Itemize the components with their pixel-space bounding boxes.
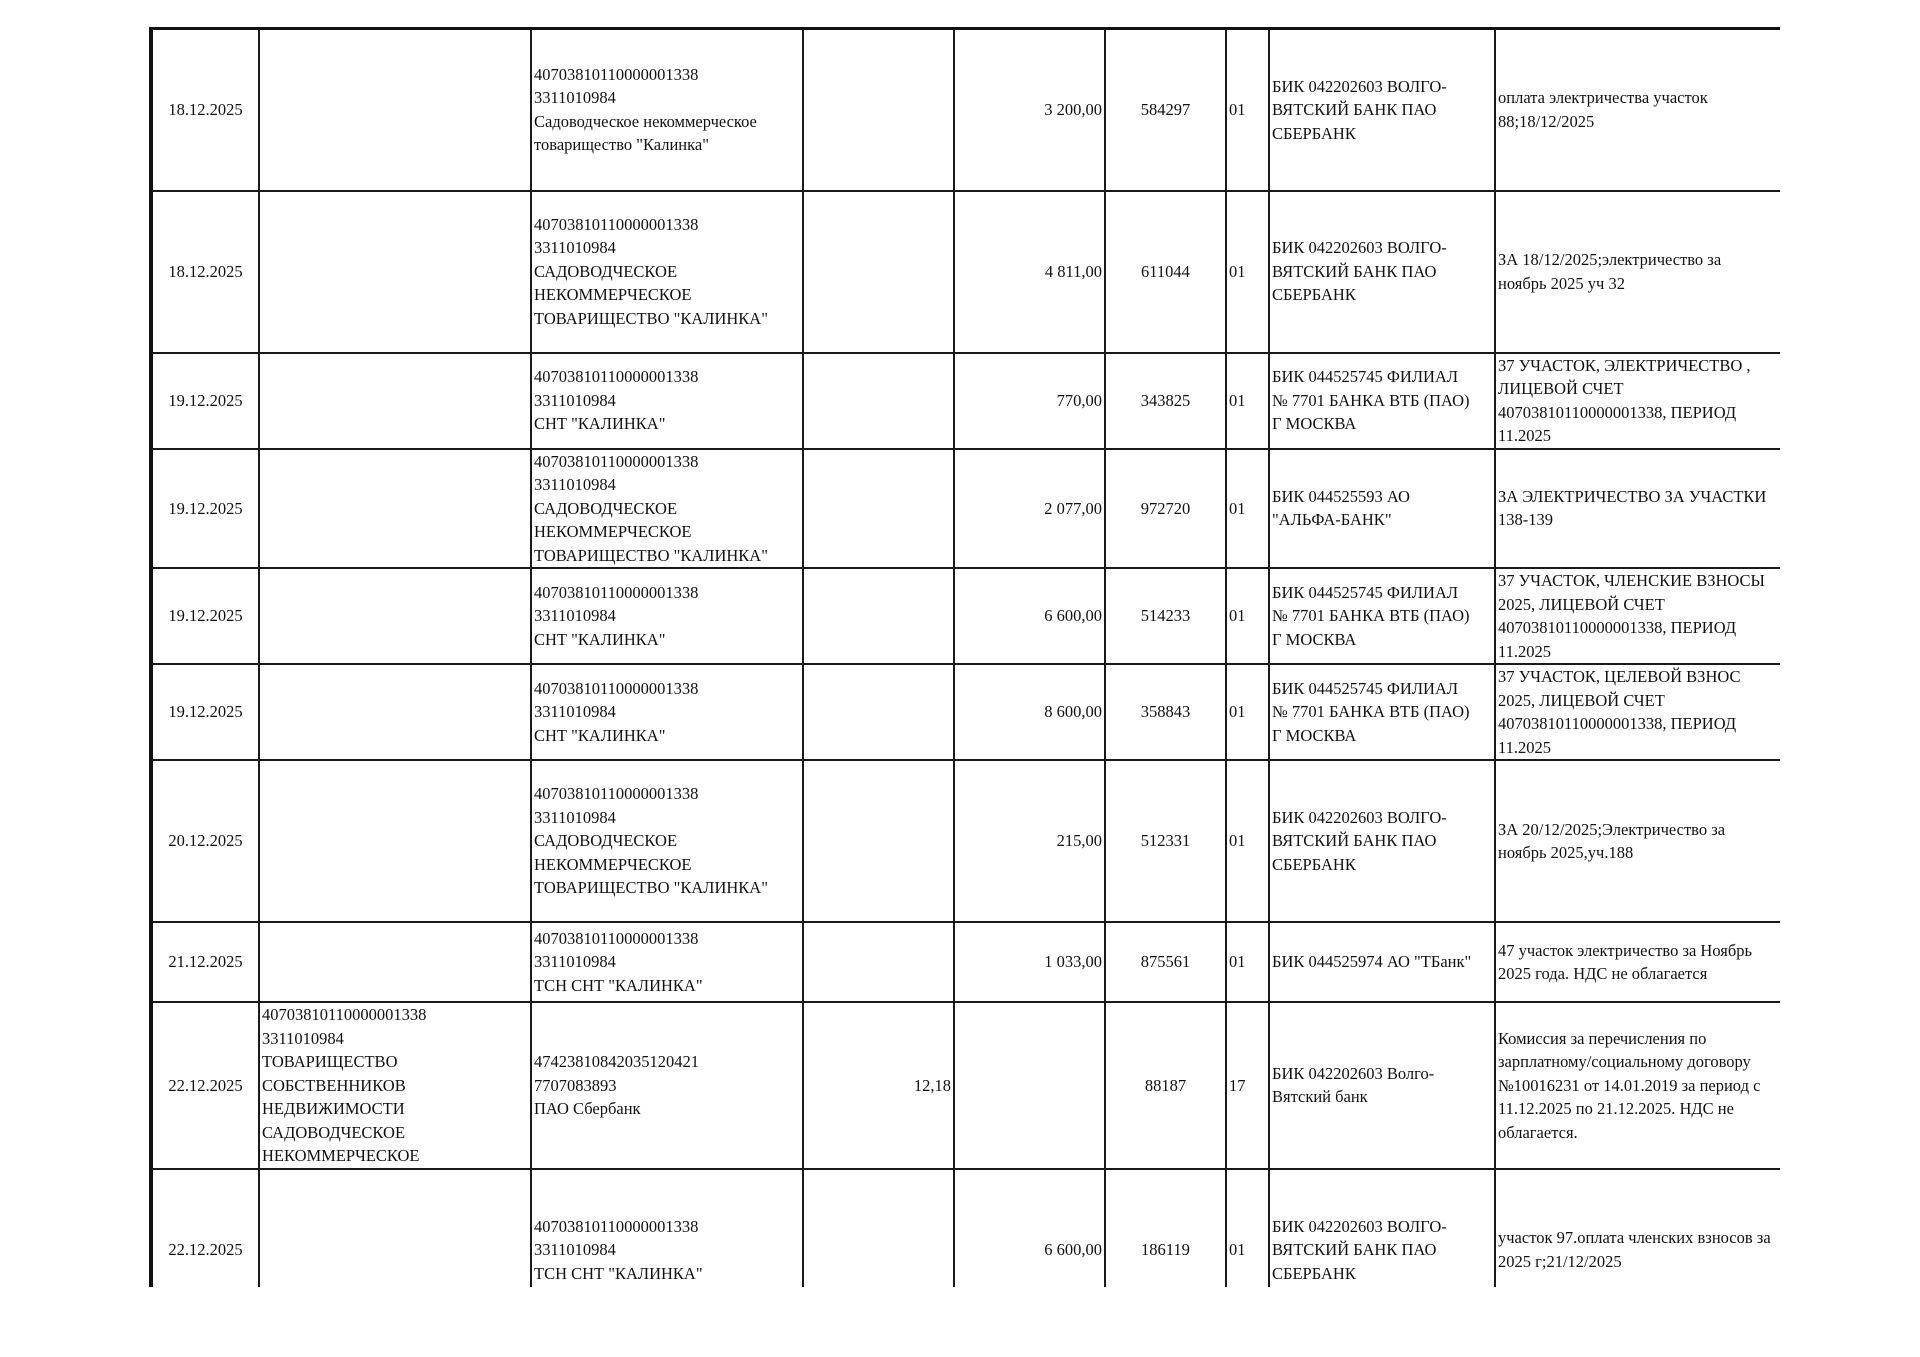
payment-purpose-cell <box>1495 191 1780 353</box>
bank-cell-line: БИК 044525593 АО <box>1272 486 1410 506</box>
payment-purpose-cell-line: 47 участок электричество за Ноябрь <box>1498 940 1753 960</box>
bank-cell-line: Г МОСКВА <box>1272 629 1357 649</box>
table-body <box>151 29 1780 1288</box>
payer-cell-line: ТОВАРИЩЕСТВО <box>262 1052 398 1071</box>
counterparty-cell-line: 3311010984 <box>534 1240 616 1259</box>
payment-purpose-cell-line: ЛИЦЕВОЙ СЧЕТ <box>1498 379 1624 398</box>
payer-cell-line: 40703810110000001338 <box>262 1005 427 1024</box>
payment-purpose-cell-line: ЗА 20/12/2025;Электричество за <box>1498 819 1726 839</box>
bank-cell <box>1269 1169 1495 1288</box>
payer-cell <box>259 29 531 191</box>
counterparty-cell-line: ТСН СНТ "КАЛИНКА" <box>534 975 703 995</box>
bank-cell-line: БИК 042202603 ВОЛГО- <box>1272 1216 1447 1236</box>
credit-amount-cell: 6 600,00 <box>954 1169 1105 1288</box>
debit-amount-cell <box>803 664 954 760</box>
bank-cell <box>1269 1002 1495 1169</box>
counterparty-cell-line: ТСН СНТ "КАЛИНКА" <box>534 1263 703 1283</box>
date-cell: 22.12.2025 <box>151 1169 259 1288</box>
payer-cell <box>259 353 531 449</box>
bank-cell-line: № 7701 БАНКА ВТБ (ПАО) <box>1272 606 1470 626</box>
payment-purpose-cell-line: оплата электричества участок <box>1498 88 1708 108</box>
table-row <box>151 922 1780 1002</box>
counterparty-cell <box>531 922 803 1002</box>
counterparty-cell-line: ТОВАРИЩЕСТВО "КАЛИНКА" <box>534 308 768 328</box>
counterparty-cell <box>531 568 803 664</box>
payment-purpose-cell-line: 40703810110000001338, ПЕРИОД <box>1498 714 1737 733</box>
table-row <box>151 1169 1780 1288</box>
document-number-cell: 611044 <box>1105 191 1226 353</box>
payer-cell-line: САДОВОДЧЕСКОЕ <box>262 1122 406 1142</box>
bank-cell <box>1269 922 1495 1002</box>
payer-cell <box>259 1169 531 1288</box>
payer-cell-line: СОБСТВЕННИКОВ <box>262 1075 406 1095</box>
counterparty-cell-line: 40703810110000001338 <box>534 678 699 698</box>
payment-purpose-cell-line: 2025, ЛИЦЕВОЙ СЧЕТ <box>1498 594 1665 614</box>
credit-amount-cell: 1 033,00 <box>954 922 1105 1002</box>
payment-purpose-cell-line: 11.2025 <box>1498 641 1552 661</box>
bank-cell-line: № 7701 БАНКА ВТБ (ПАО) <box>1272 390 1470 410</box>
document-number-cell: 514233 <box>1105 568 1226 664</box>
bank-cell-line: БИК 044525745 ФИЛИАЛ <box>1272 678 1459 698</box>
payment-purpose-cell-line: Комиссия за перечисления по <box>1498 1028 1707 1048</box>
bank-cell <box>1269 568 1495 664</box>
counterparty-cell-line: 3311010984 <box>534 390 616 410</box>
debit-amount-cell <box>803 760 954 922</box>
bank-cell-line: БИК 042202603 ВОЛГО- <box>1272 76 1447 96</box>
debit-amount-cell <box>803 29 954 191</box>
date-cell: 19.12.2025 <box>151 664 259 760</box>
counterparty-cell-line: 40703810110000001338 <box>534 367 699 387</box>
counterparty-cell-line: ТОВАРИЩЕСТВО "КАЛИНКА" <box>534 878 768 898</box>
debit-amount-cell <box>803 353 954 449</box>
payment-purpose-cell-line: 2025 года. НДС не облагается <box>1498 964 1708 983</box>
bank-cell-line: СБЕРБАНК <box>1272 1263 1356 1283</box>
counterparty-cell <box>531 449 803 569</box>
operation-code-cell: 01 <box>1226 1169 1269 1288</box>
credit-amount-cell: 6 600,00 <box>954 568 1105 664</box>
counterparty-cell <box>531 1169 803 1288</box>
date-cell: 18.12.2025 <box>151 29 259 191</box>
payment-purpose-cell-line: облагается. <box>1498 1122 1578 1142</box>
payment-purpose-cell <box>1495 29 1780 191</box>
payment-purpose-cell-line: ЗА 18/12/2025;электричество за <box>1498 250 1722 269</box>
counterparty-cell-line: 40703810110000001338 <box>534 214 699 234</box>
table-row <box>151 1002 1780 1169</box>
payment-purpose-cell-line: 40703810110000001338, ПЕРИОД <box>1498 618 1737 637</box>
document-number-cell: 186119 <box>1105 1169 1226 1288</box>
payment-purpose-cell-line: участок 97.оплата членских взносов за <box>1498 1228 1771 1248</box>
date-cell: 20.12.2025 <box>151 760 259 922</box>
bank-cell-line: ВЯТСКИЙ БАНК ПАО <box>1272 261 1437 281</box>
bank-cell-line: СБЕРБАНК <box>1272 854 1356 874</box>
counterparty-cell-line: 3311010984 <box>534 606 616 626</box>
payment-purpose-cell-line: 2025 г;21/12/2025 <box>1498 1251 1622 1271</box>
bank-cell-line: СБЕРБАНК <box>1272 123 1356 143</box>
payment-purpose-cell-line: 37 УЧАСТОК, ЭЛЕКТРИЧЕСТВО , <box>1498 355 1751 375</box>
debit-amount-cell <box>803 449 954 569</box>
counterparty-cell <box>531 664 803 760</box>
bank-cell-line: БИК 042202603 ВОЛГО- <box>1272 238 1447 258</box>
bank-cell-line: "АЛЬФА-БАНК" <box>1272 510 1392 530</box>
statement-table-viewport <box>149 27 1780 1287</box>
counterparty-cell-line: СНТ "КАЛИНКА" <box>534 414 666 434</box>
counterparty-cell-line: 40703810110000001338 <box>534 582 699 602</box>
payment-purpose-cell <box>1495 449 1780 569</box>
operation-code-cell: 01 <box>1226 29 1269 191</box>
document-number-cell: 343825 <box>1105 353 1226 449</box>
date-cell: 19.12.2025 <box>151 353 259 449</box>
bank-cell-line: ВЯТСКИЙ БАНК ПАО <box>1272 831 1437 851</box>
counterparty-cell <box>531 353 803 449</box>
payer-cell-line: НЕДВИЖИМОСТИ <box>262 1099 405 1118</box>
payment-purpose-cell-line: 40703810110000001338, ПЕРИОД <box>1498 402 1737 422</box>
payment-purpose-cell-line: 37 УЧАСТОК, ЧЛЕНСКИЕ ВЗНОСЫ <box>1498 571 1765 590</box>
bank-cell-line: БИК 044525745 ФИЛИАЛ <box>1272 582 1459 602</box>
payer-cell <box>259 191 531 353</box>
payer-cell <box>259 1002 531 1169</box>
counterparty-cell-line: НЕКОММЕРЧЕСКОЕ <box>534 285 692 305</box>
payment-purpose-cell-line: ЗА ЭЛЕКТРИЧЕСТВО ЗА УЧАСТКИ <box>1498 486 1767 506</box>
counterparty-cell-line: Садоводческое некоммерческое <box>534 111 757 131</box>
table-row <box>151 760 1780 922</box>
payment-purpose-cell-line: 11.2025 <box>1498 426 1552 445</box>
credit-amount-cell <box>954 1002 1105 1169</box>
bank-cell <box>1269 664 1495 760</box>
credit-amount-cell: 770,00 <box>954 353 1105 449</box>
counterparty-cell-line: 3311010984 <box>534 238 616 258</box>
operation-code-cell: 01 <box>1226 922 1269 1002</box>
bank-cell-line: № 7701 БАНКА ВТБ (ПАО) <box>1272 702 1470 722</box>
table-row <box>151 29 1780 191</box>
counterparty-cell-line: 40703810110000001338 <box>534 784 699 804</box>
operation-code-cell: 01 <box>1226 760 1269 922</box>
debit-amount-cell <box>803 922 954 1002</box>
operation-code-cell: 01 <box>1226 191 1269 353</box>
table-row <box>151 664 1780 760</box>
bank-statement-table <box>149 27 1780 1287</box>
operation-code-cell: 17 <box>1226 1002 1269 1169</box>
counterparty-cell-line: 47423810842035120421 <box>534 1052 699 1071</box>
credit-amount-cell: 4 811,00 <box>954 191 1105 353</box>
credit-amount-cell: 8 600,00 <box>954 664 1105 760</box>
payment-purpose-cell-line: 11.12.2025 по 21.12.2025. НДС не <box>1498 1099 1734 1118</box>
bank-cell-line: Вятский банк <box>1272 1087 1368 1107</box>
counterparty-cell-line: 40703810110000001338 <box>534 1216 699 1236</box>
bank-cell-line: СБЕРБАНК <box>1272 285 1356 305</box>
payment-purpose-cell <box>1495 922 1780 1002</box>
bank-cell <box>1269 760 1495 922</box>
payment-purpose-cell <box>1495 664 1780 760</box>
table-row <box>151 191 1780 353</box>
table-row <box>151 449 1780 569</box>
counterparty-cell-line: 40703810110000001338 <box>534 64 699 84</box>
date-cell: 19.12.2025 <box>151 568 259 664</box>
document-number-cell: 972720 <box>1105 449 1226 569</box>
counterparty-cell-line: 3311010984 <box>534 88 616 108</box>
credit-amount-cell: 3 200,00 <box>954 29 1105 191</box>
payment-purpose-cell <box>1495 353 1780 449</box>
date-cell: 21.12.2025 <box>151 922 259 1002</box>
bank-cell <box>1269 353 1495 449</box>
bank-cell-line: ВЯТСКИЙ БАНК ПАО <box>1272 100 1437 119</box>
counterparty-cell-line: 40703810110000001338 <box>534 928 699 948</box>
bank-cell <box>1269 449 1495 569</box>
counterparty-cell-line: 40703810110000001338 <box>534 451 699 471</box>
payment-purpose-cell <box>1495 760 1780 922</box>
counterparty-cell-line: 7707083893 <box>534 1075 617 1095</box>
payer-cell-line: НЕКОММЕРЧЕСКОЕ <box>262 1146 420 1165</box>
payment-purpose-cell-line: зарплатному/социальному договору <box>1498 1052 1751 1071</box>
payer-cell <box>259 922 531 1002</box>
bank-cell-line: ВЯТСКИЙ БАНК ПАО <box>1272 1240 1437 1259</box>
document-number-cell: 88187 <box>1105 1002 1226 1169</box>
credit-amount-cell: 2 077,00 <box>954 449 1105 569</box>
bank-cell-line: БИК 044525745 ФИЛИАЛ <box>1272 367 1459 387</box>
payment-purpose-cell <box>1495 1169 1780 1288</box>
bank-cell-line: БИК 044525974 АО "ТБанк" <box>1272 952 1472 972</box>
debit-amount-cell <box>803 191 954 353</box>
counterparty-cell <box>531 29 803 191</box>
counterparty-cell-line: 3311010984 <box>534 807 616 827</box>
payment-purpose-cell-line: 11.2025 <box>1498 737 1552 757</box>
payment-purpose-cell <box>1495 568 1780 664</box>
table-row <box>151 568 1780 664</box>
date-cell: 22.12.2025 <box>151 1002 259 1169</box>
operation-code-cell: 01 <box>1226 568 1269 664</box>
counterparty-cell <box>531 760 803 922</box>
counterparty-cell-line: товарищество "Калинка" <box>534 135 709 155</box>
operation-code-cell: 01 <box>1226 353 1269 449</box>
counterparty-cell-line: ТОВАРИЩЕСТВО "КАЛИНКА" <box>534 545 768 565</box>
payer-cell <box>259 449 531 569</box>
bank-cell-line: Г МОСКВА <box>1272 414 1357 434</box>
debit-amount-cell <box>803 568 954 664</box>
date-cell: 18.12.2025 <box>151 191 259 353</box>
operation-code-cell: 01 <box>1226 449 1269 569</box>
payer-cell <box>259 760 531 922</box>
payment-purpose-cell-line: №10016231 от 14.01.2019 за период с <box>1498 1075 1761 1095</box>
payment-purpose-cell-line: 37 УЧАСТОК, ЦЕЛЕВОЙ ВЗНОС <box>1498 667 1741 686</box>
payer-cell-line: 3311010984 <box>262 1028 344 1048</box>
payment-purpose-cell-line: ноябрь 2025,уч.188 <box>1498 843 1634 862</box>
counterparty-cell-line: НЕКОММЕРЧЕСКОЕ <box>534 522 692 541</box>
bank-cell <box>1269 191 1495 353</box>
payment-purpose-cell-line: 88;18/12/2025 <box>1498 111 1595 131</box>
document-number-cell: 358843 <box>1105 664 1226 760</box>
payment-purpose-cell-line: ноябрь 2025 уч 32 <box>1498 273 1625 293</box>
counterparty-cell <box>531 191 803 353</box>
payment-purpose-cell-line: 138-139 <box>1498 510 1553 530</box>
bank-cell-line: Г МОСКВА <box>1272 725 1357 745</box>
counterparty-cell-line: НЕКОММЕРЧЕСКОЕ <box>534 854 692 874</box>
date-cell: 19.12.2025 <box>151 449 259 569</box>
counterparty-cell-line: 3311010984 <box>534 702 616 722</box>
payment-purpose-cell-line: 2025, ЛИЦЕВОЙ СЧЕТ <box>1498 690 1665 710</box>
counterparty-cell-line: 3311010984 <box>534 952 616 972</box>
counterparty-cell-line: САДОВОДЧЕСКОЕ <box>534 498 678 518</box>
table-row <box>151 353 1780 449</box>
operation-code-cell: 01 <box>1226 664 1269 760</box>
payer-cell <box>259 568 531 664</box>
payment-purpose-cell <box>1495 1002 1780 1169</box>
counterparty-cell-line: СНТ "КАЛИНКА" <box>534 725 666 745</box>
debit-amount-cell: 12,18 <box>803 1002 954 1169</box>
document-number-cell: 584297 <box>1105 29 1226 191</box>
counterparty-cell-line: 3311010984 <box>534 475 616 494</box>
bank-cell-line: БИК 042202603 ВОЛГО- <box>1272 807 1447 827</box>
counterparty-cell-line: САДОВОДЧЕСКОЕ <box>534 261 678 281</box>
bank-cell-line: БИК 042202603 Волго- <box>1272 1063 1435 1083</box>
debit-amount-cell <box>803 1169 954 1288</box>
document-number-cell: 512331 <box>1105 760 1226 922</box>
counterparty-cell-line: СНТ "КАЛИНКА" <box>534 629 666 649</box>
document-number-cell: 875561 <box>1105 922 1226 1002</box>
counterparty-cell <box>531 1002 803 1169</box>
counterparty-cell-line: САДОВОДЧЕСКОЕ <box>534 831 678 851</box>
credit-amount-cell: 215,00 <box>954 760 1105 922</box>
counterparty-cell-line: ПАО Сбербанк <box>534 1099 641 1118</box>
payer-cell <box>259 664 531 760</box>
bank-cell <box>1269 29 1495 191</box>
